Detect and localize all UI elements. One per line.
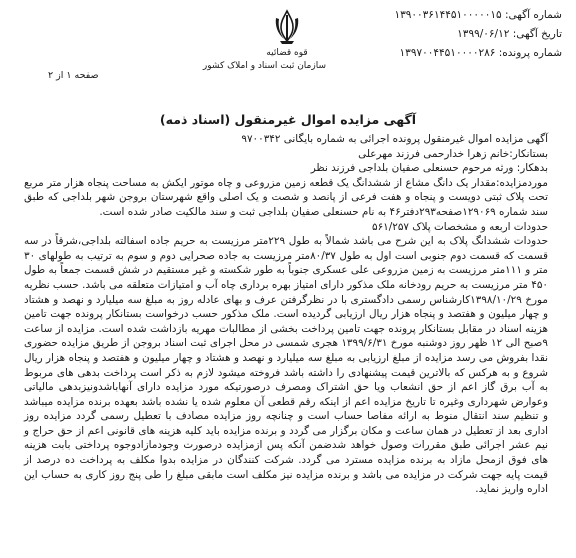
emblem-block — [202, 8, 326, 78]
ad-number: شماره آگهی: ۱۳۹۰۰۳۶۱۴۴۵۱۰۰۰۰۰۱۵ — [394, 9, 562, 21]
body-paragraph: بستانکار:خانم زهرا خدارحمی فرزند مهرعلی — [358, 147, 548, 160]
page-number: صفحه ۱ از ۲ — [48, 70, 99, 81]
notice-body — [24, 132, 548, 497]
file-number: شماره پرونده: ۱۳۹۷۰۰۴۴۵۱۰۰۰۰۲۸۶ — [399, 47, 562, 59]
body-paragraph: آگهی مزایده اموال غیرمنقول پرونده اجرائی به شماره بایگانی ۹۷۰۰۳۴۲ — [241, 133, 548, 145]
notice-title: آگهی مزایده اموال غیرمنقول (اسناد ذمه) — [159, 112, 417, 127]
body-paragraph: حدودات ششدانگ پلاک به این شرح می باشد شمالاً به طول ۲۲۹متر مرزیست به حریم جاده اسفالته بلداجی،شرقاً در سه قسمت که قسمت دوم جنوبی است اول به طول ۸۰/۳۷متر مرزیست به جاده صحرایی دوم و سوم به ترتیب به طولهای ۳۰ متر و ۱۱۱متر مرزیست به زمین مزروعی علی عسکری جنوباً به طور شکسته و غیر مستقیم در شش قسمت جمعاً به طول ۴۵۰ متر مرزیست به حریم رودخانه ملک مذکور دارای امتیاز بهره برداری چاه آب و امتیازات متعلقه می باشد. حسب نظریه مورخ ۱۳۹۸/۱۰/۲۹کارشناس رسمی دادگستری با در نظرگرفتن عرف و بهای عادله روز به مبلغ سه میلیارد و نهصد و هشتاد و چهار میلیون و هفتصد و پنجاه هزار ریال ارزیابی گردیده است. ملک مذکور حسب درخواست بستانکار پرونده جهت تامین هزینه اسناد در مقابل بستانکار پرونده جهت تامین پرداخت بخشی از مطالبات مهریه بازداشت شده است. مزایده از ساعت ۹صبح الی ۱۲ ظهر روز دوشنبه مورخ ۱۳۹۹/۶/۳۱ هجری شمسی در محل اجرای ثبت اسناد بروجن از طریق مزایده حضوری نقدا بفروش می رسد مزایده از مبلغ ارزیابی به مبلغ سه میلیارد و نهصد و هشتاد و چهار میلیون و هفتصد و پنجاه هزار ریال شروع و به هرکس که بالاترین قیمت پیشنهادی را داشته باشد فروخته میشود لازم به ذکر است پرداخت بدهی های مربوط به آب برق گاز اعم از حق انشعاب ویا حق اشتراک ومصرف درصورتیکه مورد مزایده دارای آنهاباشدونیزبدهی مالیاتی وعوارض شهرداری وغیره تا تاریخ مزایده اعم از اینکه رقم قطعی آن معلوم شده یا نشده باشد بعهده برنده مزایده میباشد و تنظیم سند انتقال منوط به ارائه مفاصا حساب است و چنانچه روز مزایده مصادف با تعطیل رسمی گردد مزایده روز اداری بعد از تعطیل در همان ساعت و مکان برگزار می گردد و برنده مزایده باید کلیه هزینه های قانونی اعم از حق حراج و نیم عشر اجرائی طبق مقررات وصول خواهد شدضمن آنکه پس ازمزایده درصورت وجودمازادوجوه پرداختی بابت هزینه های فوق ازمحل مازاد به برنده مزایده مسترد می گردد. شرکت کنندگان در مزایده بدوا مکلف به پرداخت ده درصد از قیمت پایه جهت شرکت در مزایده می باشد و برنده مزایده نیز مکلف است مابقی مبلغ را طی پنج روز کاری به حساب این اداره واریز نماید. — [24, 235, 549, 496]
iran-emblem-icon — [270, 8, 304, 46]
notice-meta — [352, 6, 562, 63]
body-paragraph: موردمزایده:مقدار یک دانگ مشاع از ششدانگ یک قطعه زمین مزروعی و چاه موتور ایکش به مساحت پنجاه هزار متر مربع تحت پلاک ثبتی دویست و پنجاه و هفت فرعی از پانصد و شصت و یک اصلی واقع شهرستان بروجن شهر بلداجی که طبق سند شماره ۱۲۹۰۶۹صفحه۲۹۳دفتر۴۶ به نام حسنعلی صفیان بلداجی ثبت و سند مالکیت صادر شده است. — [24, 176, 548, 218]
org-line1: قوه قضائیه — [266, 48, 308, 58]
org-line2: سازمان ثبت اسناد و املاک کشور — [202, 61, 326, 71]
body-paragraph: حدودات اربعه و مشخصات پلاک ۵۶۱/۲۵۷ — [372, 220, 548, 233]
body-paragraph: بدهکار: ورثه مرحوم حسنعلی صفیان بلداجی فرزند نظر — [310, 162, 548, 175]
ad-date: تاریخ آگهی: ۱۳۹۹/۰۶/۱۲ — [457, 28, 562, 40]
